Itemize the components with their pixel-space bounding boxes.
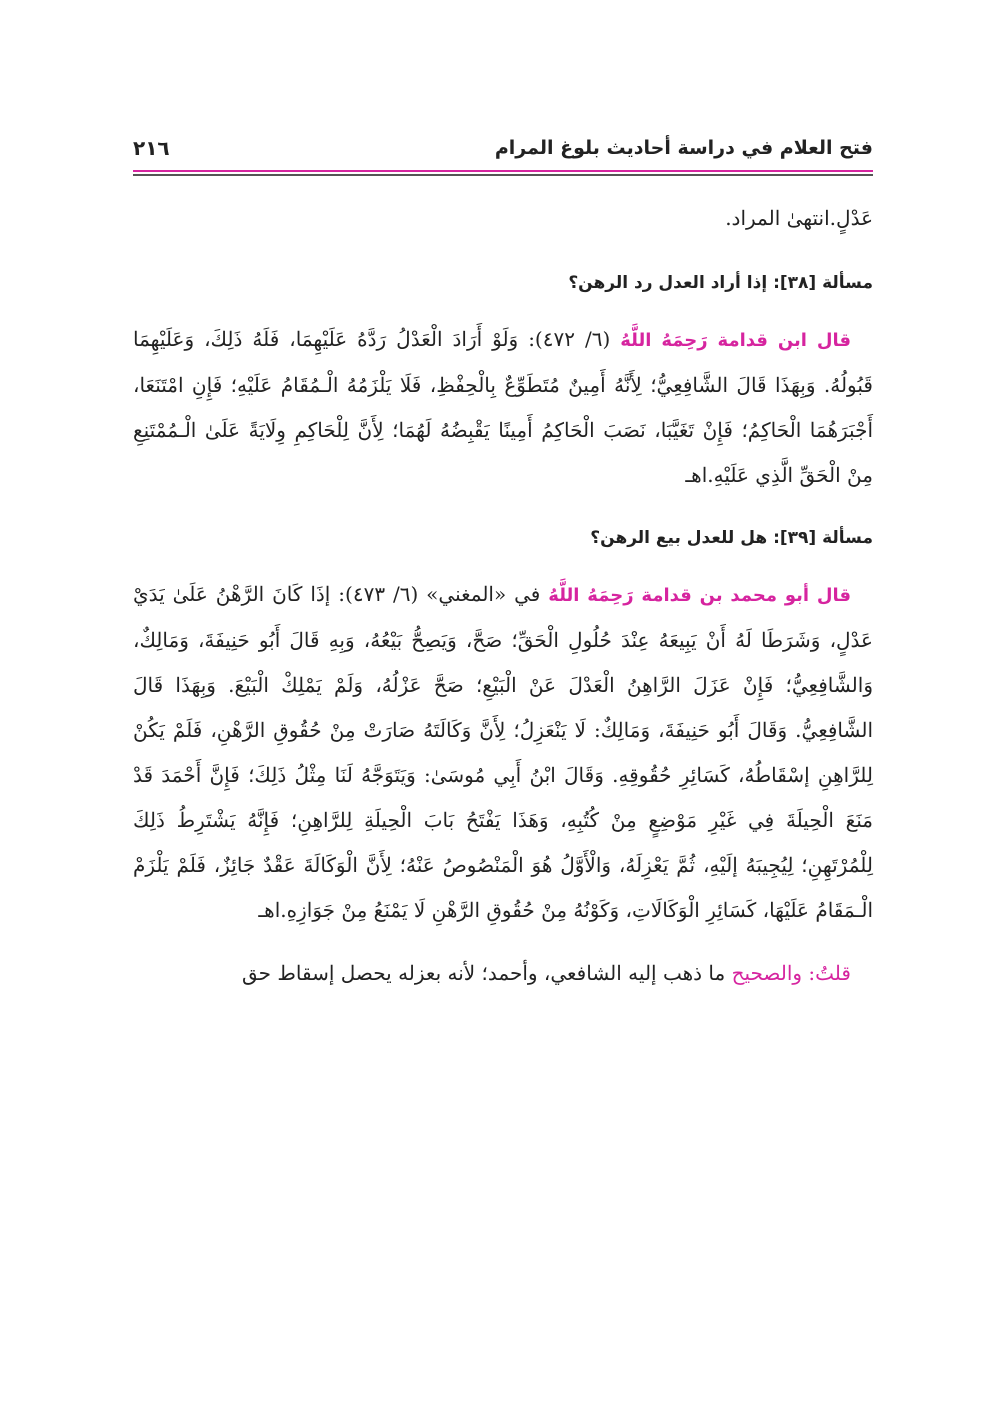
issue-38-heading: مسألة [٣٨]: إذا أراد العدل رد الرهن؟ bbox=[568, 273, 873, 293]
page-number: ٢١٦ bbox=[133, 136, 170, 160]
issue-39-text: إذَا كَانَ الرَّهْنُ عَلَىٰ يَدَيْ عَدْلٍ، وَشَرَطَا لَهُ أَنْ يَبِيعَهُ عِنْدَ حُلُولِ الْحَقِّ؛ صَحَّ، وَيَصِحُّ بَيْعُهُ، وَبِهِ قَالَ أَبُو حَنِيفَةَ، وَمَالِكٌ، وَالشَّافِعِيُّ؛ فَإِنْ عَزَلَ الرَّاهِنُ الْعَدْلَ عَنْ الْبَيْعِ؛ صَحَّ عَزْلُهُ، وَلَمْ يَمْلِكْ الْبَيْعَ. وَبِهَذَا قَالَ الشَّافِعِيُّ. وَقَالَ أَبُو حَنِيفَةَ، وَمَالِكٌ: لَا يَنْعَزِلُ؛ لِأَنَّ وَكَالَتَهُ صَارَتْ مِنْ حُقُوقِ الرَّهْنِ، فَلَمْ يَكُنْ لِلرَّاهِنِ إسْقَاطُهُ، كَسَائِرِ حُقُوقِهِ. وَقَالَ ابْنُ أَبِي مُوسَىٰ: وَيَتَوَجَّهُ لَنَا مِثْلُ ذَلِكَ؛ فَإِنَّ أَحْمَدَ قَدْ مَنَعَ الْحِيلَةَ فِي غَيْرِ مَوْضِعٍ مِنْ كُتُبِهِ، وَهَذَا يَفْتَحُ بَابَ الْحِيلَةِ لِلرَّاهِنِ؛ فَإِنَّهُ يَشْتَرِطُ ذَلِكَ لِلْمُرْتَهِنِ؛ لِيُجِيبَهُ إلَيْهِ، ثُمَّ يَعْزِلَهُ، وَالْأَوَّلُ هُوَ الْمَنْصُوصُ عَنْهُ؛ لِأَنَّ الْوَكَالَةَ عَقْدٌ جَائِزٌ، فَلَمْ يَلْزَمْ الْـمَقَامُ عَلَيْهَا، كَسَائِرِ الْوَكَالَاتِ، وَكَوْنُهُ مِنْ حُقُوقِ الرَّهْنِ لَا يَمْنَعُ مِنْ جَوَازِهِ.اهـ bbox=[133, 582, 874, 922]
conclusion-lead: قلتُ: والصحيح bbox=[731, 961, 851, 985]
issue-39-paragraph bbox=[133, 572, 873, 933]
conclusion-text: ما ذهب إليه الشافعي، وأحمد؛ لأنه بعزله يحصل إسقاط حق bbox=[241, 961, 726, 985]
issue-38-text: (٦/ ٤٧٢): وَلَوْ أَرَادَ الْعَدْلُ رَدَّهُ عَلَيْهِمَا، فَلَهُ ذَلِكَ، وَعَلَيْهِمَا قَبُولُهُ. وَبِهَذَا قَالَ الشَّافِعِيُّ؛ لِأَنَّهُ أَمِينٌ مُتَطَوِّعٌ بِالْحِفْظِ، فَلَا يَلْزَمُهُ الْـمُقَامُ عَلَيْهِ؛ فَإِنِ امْتَنَعَا، أَجْبَرَهُمَا الْحَاكِمُ؛ فَإِنْ تَغَيَّبَا، نَصَبَ الْحَاكِمُ أَمِينًا يَقْبِضُهُ لَهُمَا؛ لِأَنَّ لِلْحَاكِمِ وِلَايَةً عَلَىٰ الْـمُمْتَنِعِ مِنْ الْحَقِّ الَّذِي عَلَيْهِ.اهـ bbox=[133, 327, 873, 487]
header-rule-accent bbox=[133, 170, 873, 172]
page-body bbox=[133, 196, 873, 1014]
issue-39-source: في «المغني» (٦/ ٤٧٣): bbox=[338, 582, 541, 606]
book-title: فتح العلام في دراسة أحاديث بلوغ المرام bbox=[494, 137, 873, 159]
issue-38-author: قال ابن قدامة رَحِمَهُ اللَّهُ bbox=[620, 330, 852, 351]
continuation-line: عَدْلٍ.انتهىٰ المراد. bbox=[725, 206, 873, 230]
issue-39-heading: مسألة [٣٩]: هل للعدل بيع الرهن؟ bbox=[590, 528, 873, 548]
header-rule bbox=[133, 174, 873, 176]
issue-39-author: قال أبو محمد بن قدامة رَحِمَهُ اللَّهُ bbox=[548, 585, 852, 606]
issue-38-paragraph bbox=[133, 317, 873, 498]
running-head bbox=[133, 128, 873, 168]
conclusion-paragraph bbox=[133, 951, 873, 996]
book-page bbox=[133, 0, 873, 1418]
